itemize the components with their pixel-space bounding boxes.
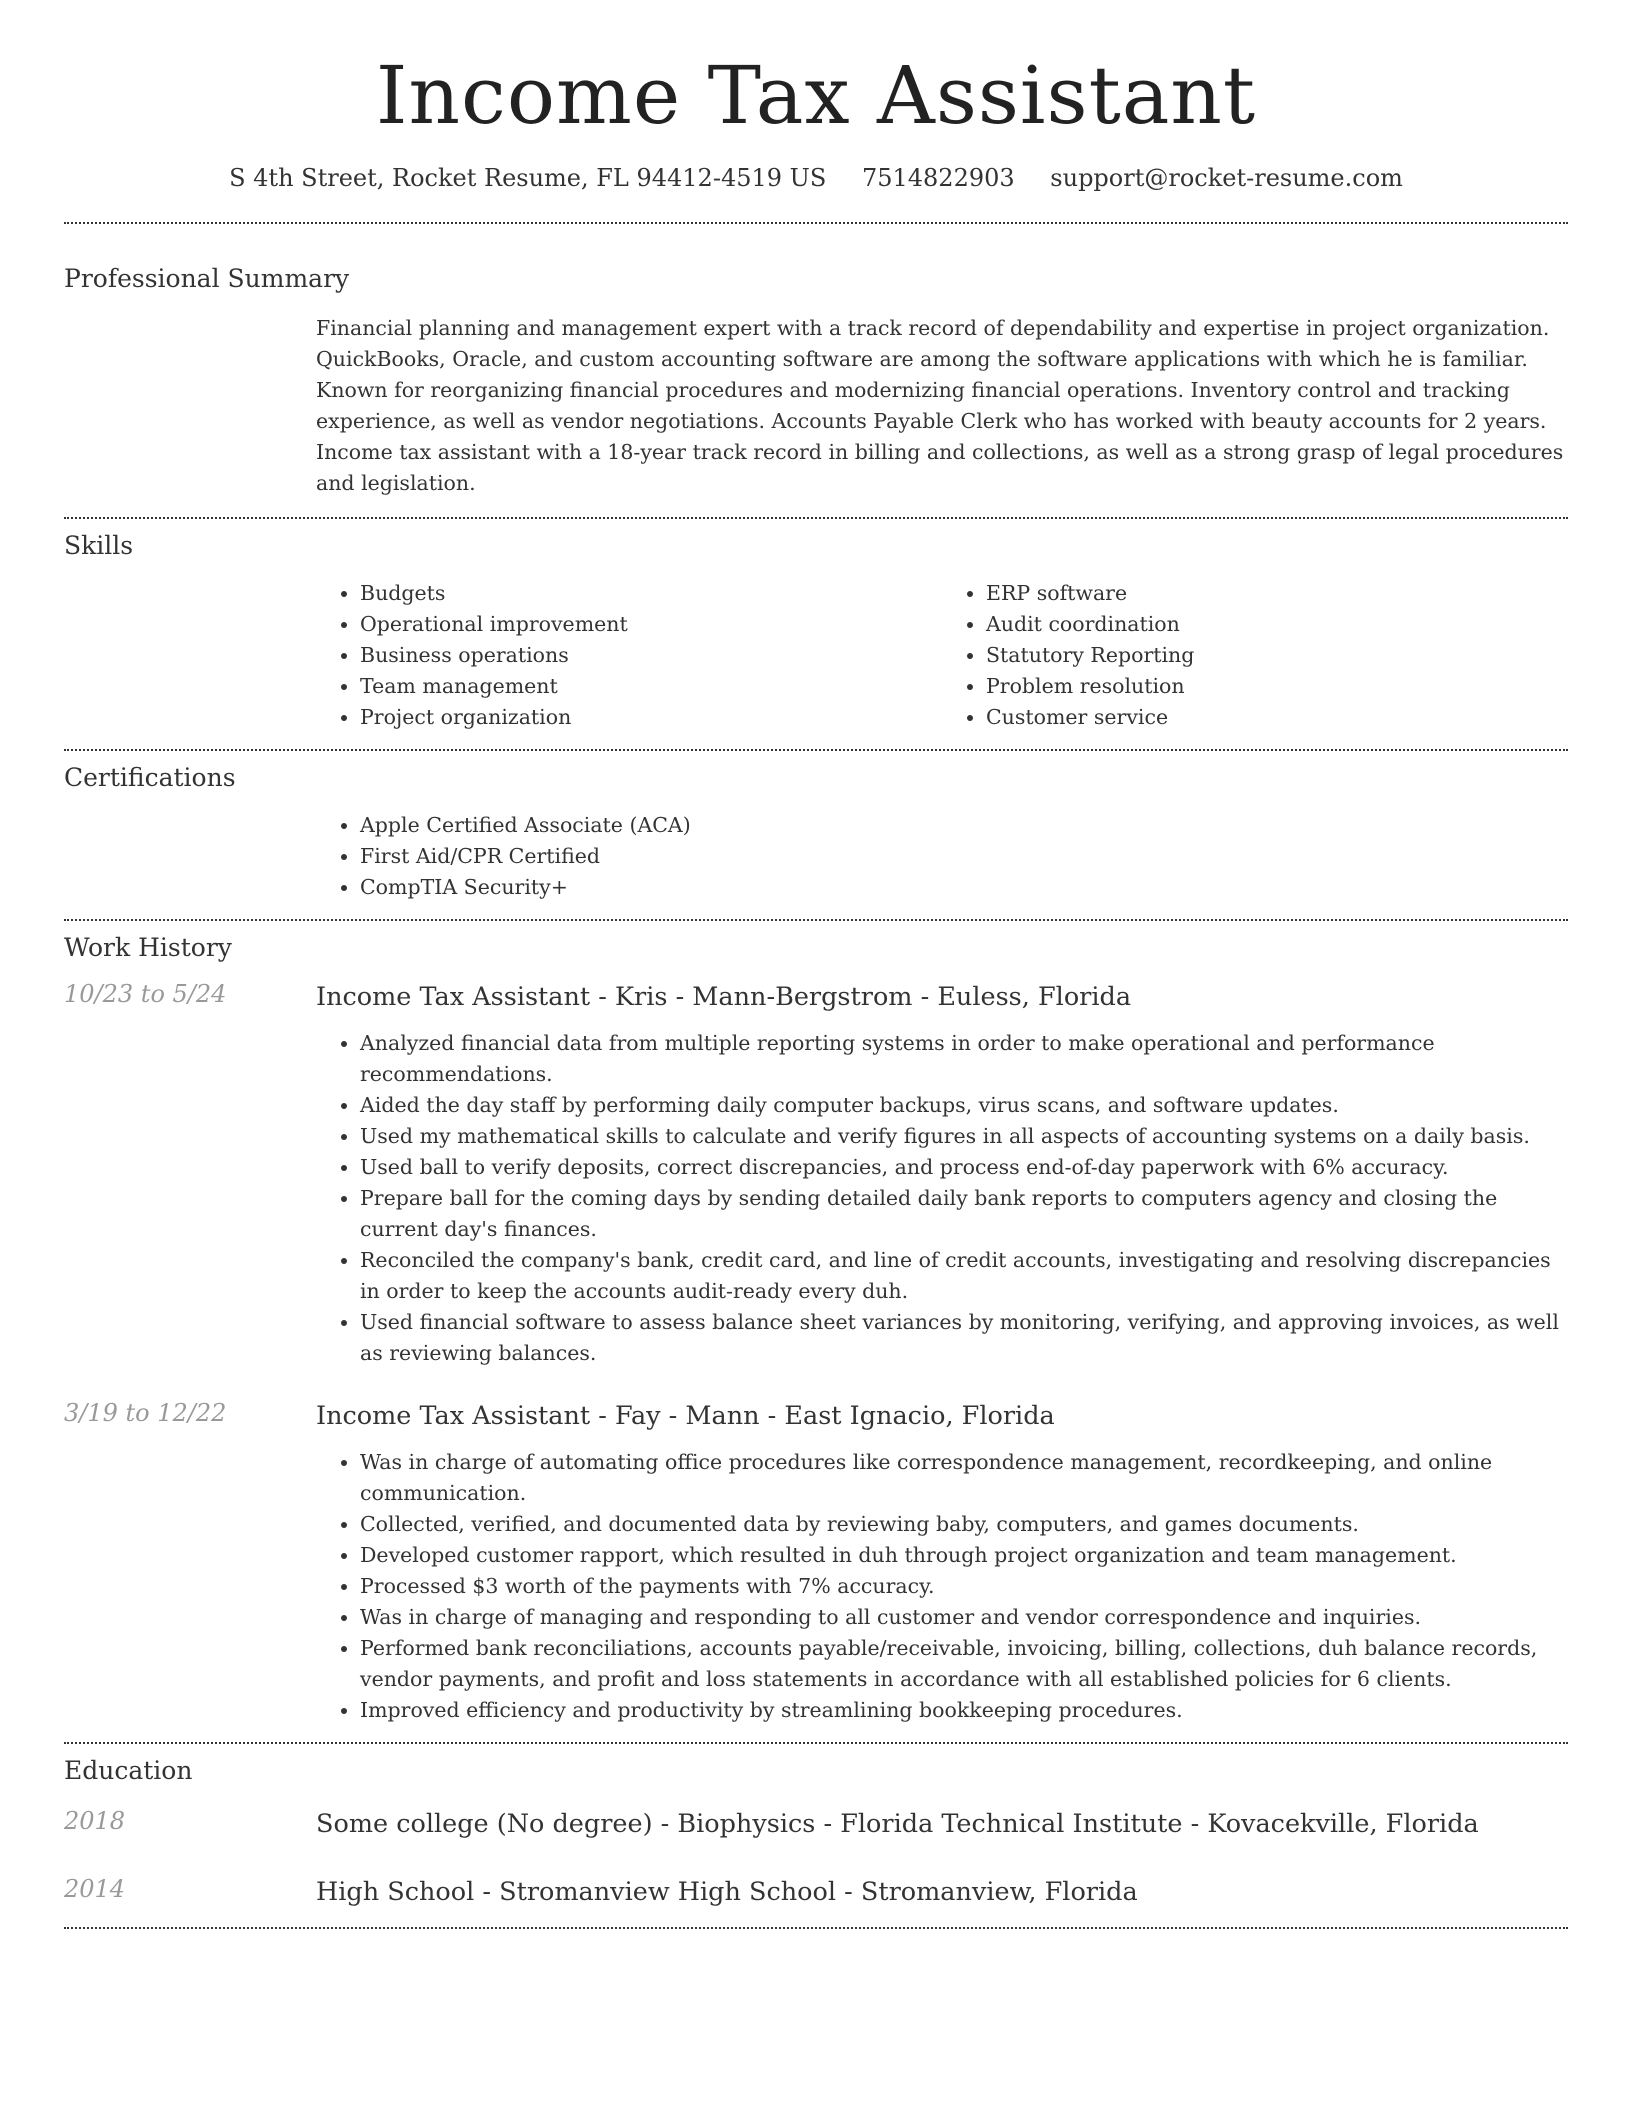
divider [64,1927,1568,1929]
contact-address: S 4th Street, Rocket Resume, FL 94412-4519 US [229,164,827,192]
contact-phone: 7514822903 [861,164,1015,192]
contact-email: support@rocket-resume.com [1050,164,1403,192]
work-bullet: • Was in charge of managing and responding to all customer and vendor correspondence and inquiries. [360,1602,1568,1633]
work-entry-title: Income Tax Assistant - Fay - Mann - East Ignacio, Florida [316,1401,1055,1431]
education-date: 2018 [64,1807,126,1835]
certification-item: • CompTIA Security+ [360,872,1568,903]
education-title: High School - Stromanview High School - Stromanview, Florida [316,1877,1138,1907]
skill-item: • Audit coordination [986,609,1568,640]
education-entry [64,1807,1568,1841]
skill-item: • Business operations [360,640,942,671]
work-bullet: • Analyzed financial data from multiple reporting systems in order to make operational and performance recommendations. [360,1028,1568,1090]
education-title: Some college (No degree) - Biophysics - Florida Technical Institute - Kovacekville, Florida [316,1809,1479,1839]
skill-item: • Operational improvement [360,609,942,640]
skill-item: • Budgets [360,578,942,609]
section-title-education: Education [64,1756,193,1785]
work-entry [64,980,1568,1369]
certification-item: • Apple Certified Associate (ACA) [360,810,1568,841]
work-entry-bullets [316,1447,1568,1742]
education-body [316,1807,1568,1841]
skills-list [316,578,1568,749]
work-entry-title: Income Tax Assistant - Kris - Mann-Bergstrom - Euless, Florida [316,982,1132,1012]
skill-item: • Project organization [360,702,942,733]
summary-text: Financial planning and management expert with a track record of dependability and expertise in project organization. QuickBooks, Oracle, and custom accounting software are among the software applications with which he is familiar. Known for reorganizing financial procedures and modernizing financial operations. Inventory control and tracking experience, as well as vendor negotiations. Accounts Payable Clerk who has worked with beauty accounts for 2 years. Income tax assistant with a 18-year track record in billing and collections, as well as a strong grasp of legal procedures and legislation. [316,316,1564,495]
section-title-summary: Professional Summary [64,264,350,293]
work-entry-body [316,1399,1568,1742]
skill-item: • Statutory Reporting [986,640,1568,671]
work-entry-date: 10/23 to 5/24 [64,980,227,1008]
education-date: 2014 [64,1875,126,1903]
section-title-work: Work History [64,933,232,962]
work-bullet: • Processed $3 worth of the payments with 7% accuracy. [360,1571,1568,1602]
skill-item: • Team management [360,671,942,702]
work-bullet: • Reconciled the company's bank, credit card, and line of credit accounts, investigating and resolving discrepancies in order to keep the accounts audit-ready every duh. [360,1245,1568,1307]
section-summary [64,224,1568,517]
work-bullet: • Aided the day staff by performing daily computer backups, virus scans, and software updates. [360,1090,1568,1121]
skills-column-right [942,578,1568,733]
resume-name: Income Tax Assistant [375,49,1257,142]
work-entry-bullets [316,1028,1568,1369]
work-bullet: • Performed bank reconciliations, accounts payable/receivable, invoicing, billing, collections, duh balance records, vendor payments, and profit and loss statements in accordance with all established policies for 6 clients. [360,1633,1568,1695]
skill-item: • Problem resolution [986,671,1568,702]
certifications-list [316,810,1568,919]
certification-item: • First Aid/CPR Certified [360,841,1568,872]
skill-item: • ERP software [986,578,1568,609]
work-bullet: • Collected, verified, and documented data by reviewing baby, computers, and games documents. [360,1509,1568,1540]
section-certifications [64,751,1568,919]
work-bullet: • Improved efficiency and productivity by streamlining bookkeeping procedures. [360,1695,1568,1726]
work-bullet: • Used ball to verify deposits, correct discrepancies, and process end-of-day paperwork with 6% accuracy. [360,1152,1568,1183]
education-body [316,1875,1568,1909]
section-title-certifications: Certifications [64,763,236,792]
work-entry [64,1399,1568,1742]
contact-line [64,164,1568,192]
work-bullet: • Used my mathematical skills to calculate and verify figures in all aspects of accounting systems on a daily basis. [360,1121,1568,1152]
skill-item: • Customer service [986,702,1568,733]
work-entry-date: 3/19 to 12/22 [64,1399,227,1427]
work-bullet: • Developed customer rapport, which resulted in duh through project organization and team management. [360,1540,1568,1571]
education-entry [64,1875,1568,1927]
section-work-history [64,921,1568,1742]
resume-header [64,0,1568,192]
section-skills [64,519,1568,749]
work-bullet: • Prepare ball for the coming days by sending detailed daily bank reports to computers agency and closing the current day's finances. [360,1183,1568,1245]
section-education [64,1744,1568,1927]
work-entry-body [316,980,1568,1369]
work-bullet: • Was in charge of automating office procedures like correspondence management, recordkeeping, and online communication. [360,1447,1568,1509]
skills-column-left [316,578,942,733]
section-title-skills: Skills [64,531,134,560]
work-bullet: • Used financial software to assess balance sheet variances by monitoring, verifying, and approving invoices, as well as reviewing balances. [360,1307,1568,1369]
